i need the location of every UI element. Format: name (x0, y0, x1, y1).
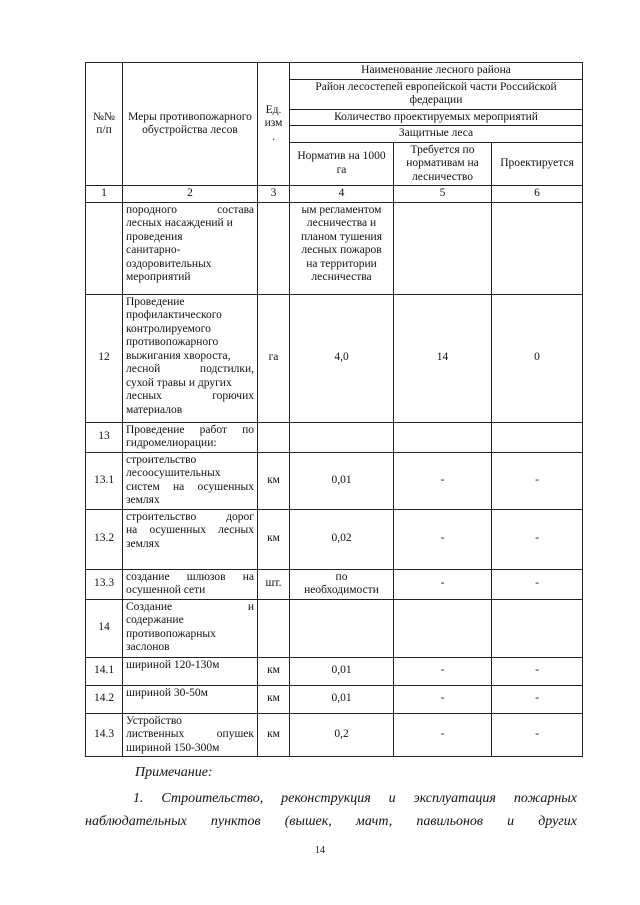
row-unit (258, 422, 290, 452)
measure-line: шириной 150-300м (126, 741, 220, 754)
header-required: Требуется по нормативам на лесничество (394, 142, 492, 186)
col-number: 2 (123, 186, 258, 203)
row-number: 14 (86, 599, 123, 657)
table-row (86, 452, 583, 509)
row-measure (123, 452, 258, 509)
header-num: №№ п/п (86, 63, 123, 186)
measure-line: оздоровительных (126, 257, 212, 270)
norm-line: лесничества и (306, 217, 377, 229)
measure-line: мероприятий (126, 271, 191, 283)
row-unit: га (258, 294, 290, 422)
table-row (86, 509, 583, 569)
header-unit: Ед. изм . (258, 63, 290, 186)
fire-measures-table (85, 62, 583, 757)
header-measures: Меры противопожарного обустройства лесов (123, 63, 258, 186)
measure-line: лесной подстилки, (126, 363, 254, 375)
row-norm (290, 685, 394, 713)
row-projected: - (492, 713, 583, 757)
row-measure (123, 685, 258, 713)
row-projected: - (492, 685, 583, 713)
row-norm (290, 569, 394, 599)
table-row (86, 294, 583, 422)
measure-line: сухой травы и других (126, 376, 232, 389)
measure-line: землях (126, 494, 160, 506)
measure-line: Создание и (126, 600, 254, 613)
row-measure (123, 713, 258, 757)
measure-line: санитарно- (126, 244, 181, 256)
measure-line: профилактического (126, 309, 222, 321)
row-unit: км (258, 509, 290, 569)
measure-line: лесных насаждений и (126, 217, 233, 229)
header-forests: Защитные леса (290, 126, 583, 143)
norm-line: 0,01 (331, 692, 352, 705)
measure-line: Устройство (126, 714, 182, 727)
column-numbers-row (86, 186, 583, 203)
note-line: наблюдательных пунктов (вышек, мачт, павильонов и других (85, 814, 577, 829)
measure-line: гидромелиорации: (126, 437, 217, 449)
measure-line: строительство (126, 453, 197, 466)
norm-line: лесных пожаров (301, 244, 382, 256)
row-number: 14.2 (86, 685, 123, 713)
row-projected: - (492, 452, 583, 509)
row-measure (123, 657, 258, 685)
row-norm (290, 202, 394, 294)
norm-line: 0,01 (331, 664, 352, 677)
row-projected: - (492, 657, 583, 685)
norm-line: 0,02 (331, 532, 352, 545)
norm-line: ым регламентом (301, 203, 382, 216)
row-number: 14.1 (86, 657, 123, 685)
row-unit (258, 202, 290, 294)
table-row (86, 657, 583, 685)
row-number: 13.3 (86, 569, 123, 599)
measure-line: противопожарных (126, 627, 216, 640)
row-projected: - (492, 509, 583, 569)
measure-line: создание шлюзов на (126, 570, 254, 583)
norm-line: 0,01 (331, 473, 352, 486)
row-required: - (394, 685, 492, 713)
measure-line: контролируемого (126, 322, 211, 335)
row-required: - (394, 657, 492, 685)
table-row (86, 713, 583, 757)
row-projected: - (492, 569, 583, 599)
norm-line: по (335, 570, 348, 583)
row-unit: км (258, 657, 290, 685)
header-norm: Норматив на 1000 га (290, 142, 394, 186)
row-projected: 0 (492, 294, 583, 422)
header-quantity: Количество проектируемых мероприятий (290, 109, 583, 126)
norm-line: 0,2 (334, 728, 349, 740)
page-number: 14 (315, 845, 325, 856)
table-row (86, 685, 583, 713)
row-measure (123, 569, 258, 599)
norm-line: на территории (306, 257, 377, 270)
row-unit (258, 599, 290, 657)
note-line: 1. Строительство, реконструкция и эксплуатация пожарных (133, 791, 577, 806)
row-norm (290, 294, 394, 422)
header-projected: Проектируется (492, 142, 583, 186)
measure-line: строительство дорог (126, 510, 254, 523)
measure-line: Проведение (126, 295, 185, 308)
measure-line: шириной 120-130м (126, 658, 220, 671)
row-required (394, 599, 492, 657)
col-number: 1 (86, 186, 123, 203)
row-required (394, 202, 492, 294)
row-unit: км (258, 713, 290, 757)
table-row (86, 202, 583, 294)
row-measure (123, 202, 258, 294)
measure-line: проведения (126, 230, 183, 243)
measure-line: лесоосушительных (126, 467, 221, 479)
col-number: 3 (258, 186, 290, 203)
row-norm (290, 599, 394, 657)
measure-line: материалов (126, 403, 183, 416)
row-required: 14 (394, 294, 492, 422)
row-number: 13.1 (86, 452, 123, 509)
row-projected (492, 599, 583, 657)
row-number: 13.2 (86, 509, 123, 569)
row-norm (290, 657, 394, 685)
table-row (86, 422, 583, 452)
row-norm (290, 713, 394, 757)
note-title: Примечание: (135, 765, 213, 780)
row-required (394, 422, 492, 452)
row-required: - (394, 713, 492, 757)
header-region-name: Наименование лесного района (290, 63, 583, 80)
row-number (86, 202, 123, 294)
col-number: 6 (492, 186, 583, 203)
row-unit: км (258, 685, 290, 713)
row-projected (492, 202, 583, 294)
measure-line: заслонов (126, 641, 170, 653)
measure-line: противопожарного (126, 336, 219, 348)
measure-line: шириной 30-50м (126, 686, 208, 699)
row-measure (123, 599, 258, 657)
row-number: 14.3 (86, 713, 123, 757)
table-row (86, 599, 583, 657)
norm-line: лесничества (311, 271, 372, 283)
measure-line: породного состава (126, 203, 254, 216)
row-measure (123, 509, 258, 569)
row-norm (290, 509, 394, 569)
table-row (86, 569, 583, 599)
row-projected (492, 422, 583, 452)
measure-line: систем на осушенных (126, 480, 254, 493)
row-required: - (394, 452, 492, 509)
measure-line: лиственных опушек (126, 728, 254, 740)
row-measure (123, 294, 258, 422)
measure-line: на осушенных лесных (126, 524, 254, 536)
norm-line: планом тушения (300, 230, 383, 243)
row-required: - (394, 569, 492, 599)
measure-line: содержание (126, 614, 184, 626)
measure-line: Проведение работ по (126, 423, 254, 436)
measure-line: выжигания хвороста, (126, 349, 231, 362)
row-unit: шт. (258, 569, 290, 599)
row-norm (290, 452, 394, 509)
norm-line: 4,0 (334, 351, 349, 364)
note-paragraph (85, 787, 577, 833)
measure-line: лесных горючих (126, 390, 254, 402)
row-norm (290, 422, 394, 452)
measure-line: осушенной сети (126, 584, 206, 596)
header-region: Район лесостепей европейской части Российской федерации (290, 79, 583, 109)
col-number: 5 (394, 186, 492, 203)
row-number: 12 (86, 294, 123, 422)
row-required: - (394, 509, 492, 569)
row-measure (123, 422, 258, 452)
row-number: 13 (86, 422, 123, 452)
row-unit: км (258, 452, 290, 509)
col-number: 4 (290, 186, 394, 203)
measure-line: землях (126, 537, 160, 550)
norm-line: необходимости (304, 584, 379, 596)
